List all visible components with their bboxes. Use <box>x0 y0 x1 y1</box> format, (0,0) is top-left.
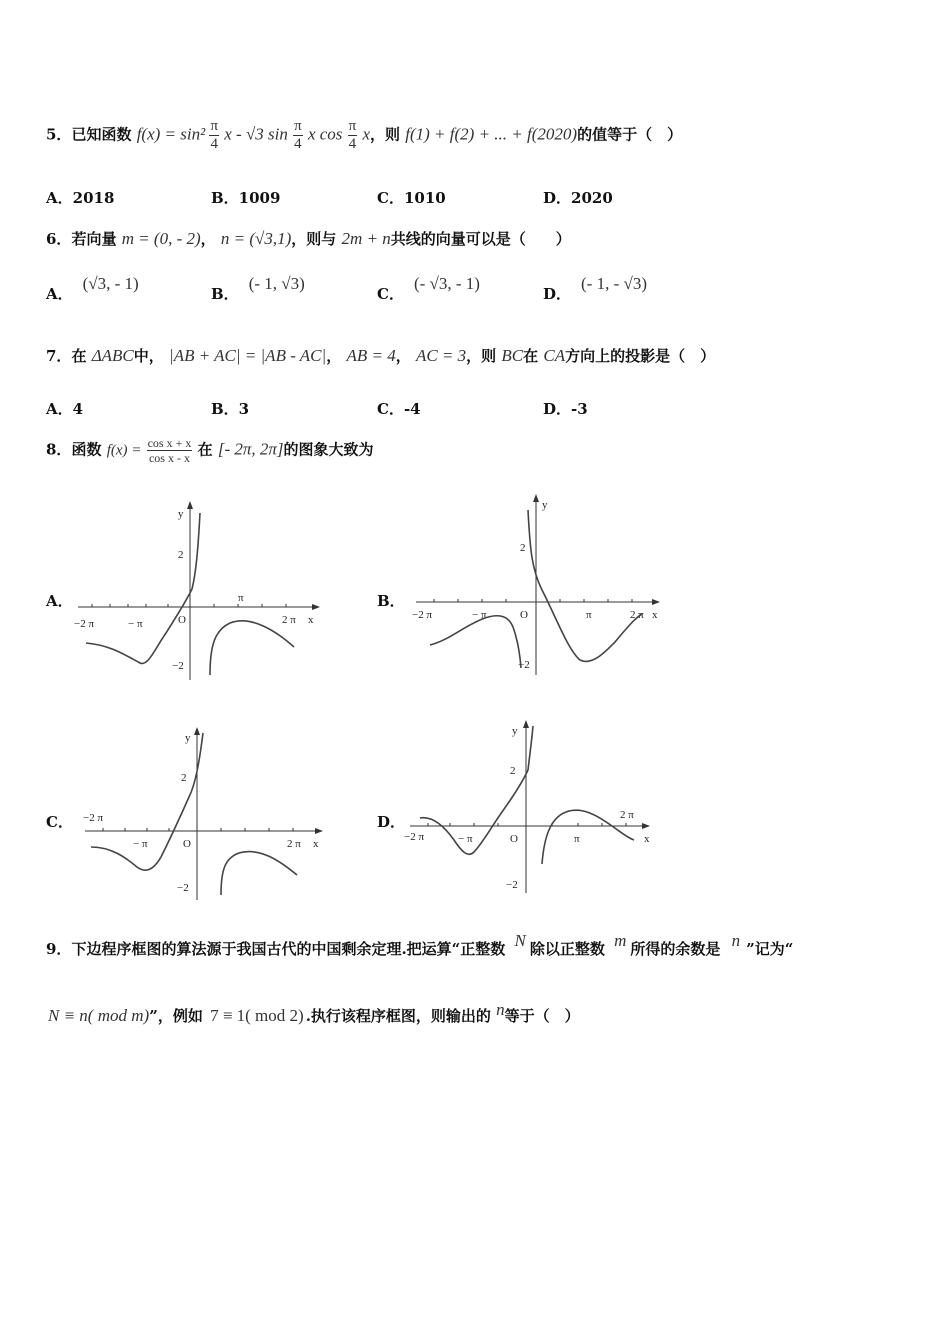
q6-option-a-value: (√3, - 1) <box>82 274 139 293</box>
q7-tail: 方向上的投影是（ ） <box>565 347 716 365</box>
q6-option-a[interactable]: A．(√3, - 1) <box>46 274 139 303</box>
graph-d-two: 2 <box>510 765 516 777</box>
q8-tail: 的图象大致为 <box>283 440 374 459</box>
q6-option-c-value: (- √3, - 1) <box>413 274 480 293</box>
q9-text-6: .执行该程序框图，则输出的 <box>305 1007 491 1025</box>
graph-b-curve-right <box>528 510 642 661</box>
graph-b-pi: π <box>586 609 592 621</box>
graph-a-neg-two: −2 <box>172 660 184 672</box>
graph-d-x-label: x <box>644 833 650 845</box>
question-7 <box>46 345 715 366</box>
q5-lead: 已知函数 <box>71 125 132 144</box>
q9-text-2: 除以正整数 <box>529 940 605 958</box>
graph-b-two: 2 <box>520 542 526 554</box>
q6-comma: ， <box>200 230 216 248</box>
graph-b[interactable] <box>410 490 670 680</box>
q9-text-3: 所得的余数是 <box>630 940 721 958</box>
graph-d-neg-two-pi: −2 π <box>404 831 425 843</box>
q7-option-a[interactable]: A．4 <box>46 400 84 418</box>
q5-frac-3: $\frac{\pi}{4}$ <box>348 118 357 152</box>
graph-d[interactable] <box>402 718 662 898</box>
q5-sum: f(1) + f(2) + ... + f(2020) <box>405 124 578 144</box>
graph-a[interactable] <box>70 495 330 685</box>
graph-b-origin: O <box>520 609 528 621</box>
q7-bc: BC <box>501 346 524 365</box>
graph-c-x-label: x <box>313 838 319 850</box>
graph-c-curve-right <box>221 852 297 895</box>
q7-abs-equation: |AB + AC| = |AB - AC| <box>169 346 327 365</box>
graph-d-y-label: y <box>512 725 518 737</box>
q5-option-a[interactable]: A．2018 <box>46 189 115 207</box>
graph-b-x-label: x <box>652 609 658 621</box>
q5-x-cos: x cos <box>307 124 343 144</box>
q6-lead: 若向量 <box>71 230 117 248</box>
q5-tail: 的值等于（ ） <box>577 125 683 144</box>
q8-fx: f(x) = <box>106 442 142 459</box>
q6-n-vector: n = (√3,1) <box>220 229 292 248</box>
q9-m: m <box>614 931 627 950</box>
q5-mid: ，则 <box>370 125 401 144</box>
q7-comma2: ， <box>395 347 411 365</box>
q9-text-1: 下边程序框图的算法源于我国古代的中国剩余定理.把运算“正整数 <box>71 940 506 958</box>
graph-b-neg-pi: − π <box>472 609 487 621</box>
q5-option-b[interactable]: B．1009 <box>211 189 281 207</box>
q6-option-b[interactable]: B．(- 1, √3) <box>211 274 305 303</box>
q6-option-d-value: (- 1, - √3) <box>581 274 647 293</box>
graph-c-y-label: y <box>185 732 191 744</box>
q9-n: n <box>731 931 741 950</box>
q9-text-4: ”记为“ <box>746 940 794 958</box>
q6-m-vector: m = (0, - 2) <box>121 229 201 248</box>
q9-congruence: N ≡ n( mod m) <box>48 1006 150 1025</box>
q8-lead: 函数 <box>71 440 102 459</box>
graph-a-x-label: x <box>308 614 314 626</box>
graph-d-neg-two: −2 <box>506 879 518 891</box>
graph-b-two-pi: 2 π <box>630 609 644 621</box>
q9-example: 7 ≡ 1( mod 2) <box>210 1006 304 1025</box>
graph-c-neg-pi: − π <box>133 838 148 850</box>
q7-ac: AC = 3 <box>415 346 467 365</box>
graph-a-y-label: y <box>178 508 184 520</box>
graph-c-two-pi: 2 π <box>287 838 301 850</box>
q7-triangle: ΔABC <box>91 346 134 365</box>
graph-a-origin: O <box>178 614 186 626</box>
q7-zai: 在 <box>523 347 539 365</box>
q6-option-c[interactable]: C．(- √3, - 1) <box>377 274 480 303</box>
q5-option-c[interactable]: C．1010 <box>377 189 446 207</box>
q9-number: 9． <box>46 940 72 958</box>
graph-d-neg-pi: − π <box>458 833 473 845</box>
q7-number: 7． <box>46 347 72 365</box>
q7-mid2: ，则 <box>466 347 497 365</box>
question-9-line-1 <box>46 931 794 959</box>
graph-a-two: 2 <box>178 549 184 561</box>
q9-tail: 等于（ ） <box>504 1007 580 1025</box>
q6-tail: 共线的向量可以是（ ） <box>390 230 571 248</box>
q6-expression: 2m + n <box>341 229 391 248</box>
q7-ca: CA <box>543 346 566 365</box>
graph-a-neg-pi: − π <box>128 618 143 630</box>
q8-fraction: $\frac{\text{cos x + x}}{\text{cos x - x}}$ <box>147 436 192 465</box>
q5-x: x <box>362 124 370 144</box>
graph-a-label: A． <box>46 592 73 610</box>
q7-option-c[interactable]: C．-4 <box>377 400 421 418</box>
q5-fx: f(x) = sin² <box>136 124 210 144</box>
q5-number: 5． <box>46 125 72 144</box>
graph-c-origin: O <box>183 838 191 850</box>
graph-b-neg-two-pi: −2 π <box>412 609 433 621</box>
graph-c-two: 2 <box>181 772 187 784</box>
q8-zai: 在 <box>197 440 213 459</box>
graph-b-neg-two: −2 <box>518 659 530 671</box>
q8-number: 8． <box>46 440 72 459</box>
question-8 <box>46 436 374 465</box>
q6-number: 6． <box>46 230 72 248</box>
graph-d-pi: π <box>574 833 580 845</box>
q7-option-d[interactable]: D．-3 <box>543 400 588 418</box>
graph-a-curve-right <box>210 621 294 675</box>
q5-x-minus: x - √3 sin <box>224 124 288 144</box>
graph-d-two-pi: 2 π <box>620 809 634 821</box>
q5-option-d[interactable]: D．2020 <box>543 189 613 207</box>
q5-frac-1: $\frac{\pi}{4}$ <box>210 118 219 152</box>
question-5 <box>46 118 682 153</box>
graph-d-origin: O <box>510 833 518 845</box>
q7-comma1: ， <box>326 347 342 365</box>
q7-lead: 在 <box>71 347 87 365</box>
q7-option-b[interactable]: B．3 <box>211 400 250 418</box>
q6-option-b-value: (- 1, √3) <box>248 274 305 293</box>
question-6 <box>46 228 571 249</box>
q5-frac-2: $\frac{\pi}{4}$ <box>294 118 302 152</box>
graph-b-curve-left <box>430 616 521 668</box>
q6-mid: ，则与 <box>291 230 337 248</box>
q9-n-output: n <box>496 1000 505 1019</box>
q9-text-5: ”，例如 <box>149 1007 203 1025</box>
graph-c-neg-two: −2 <box>177 882 189 894</box>
q9-N: N <box>514 931 526 950</box>
graph-b-y-label: y <box>542 499 548 511</box>
q7-ab: AB = 4 <box>346 346 396 365</box>
q6-option-d[interactable]: D．(- 1, - √3) <box>543 274 647 303</box>
graph-c-neg-two-pi: −2 π <box>83 812 104 824</box>
question-9-line-2 <box>48 1000 580 1026</box>
graph-a-two-pi: 2 π <box>282 614 296 626</box>
q8-interval: [- 2π, 2π] <box>217 439 284 459</box>
graph-d-label: D． <box>377 813 406 831</box>
graph-c[interactable] <box>75 725 335 905</box>
graph-c-label: C． <box>46 813 73 831</box>
q7-mid1: 中， <box>133 347 164 365</box>
graph-b-label: B． <box>377 592 405 610</box>
graph-a-neg-two-pi: −2 π <box>74 618 95 630</box>
graph-a-curve-left <box>86 513 200 664</box>
graph-a-pi: π <box>238 592 244 604</box>
